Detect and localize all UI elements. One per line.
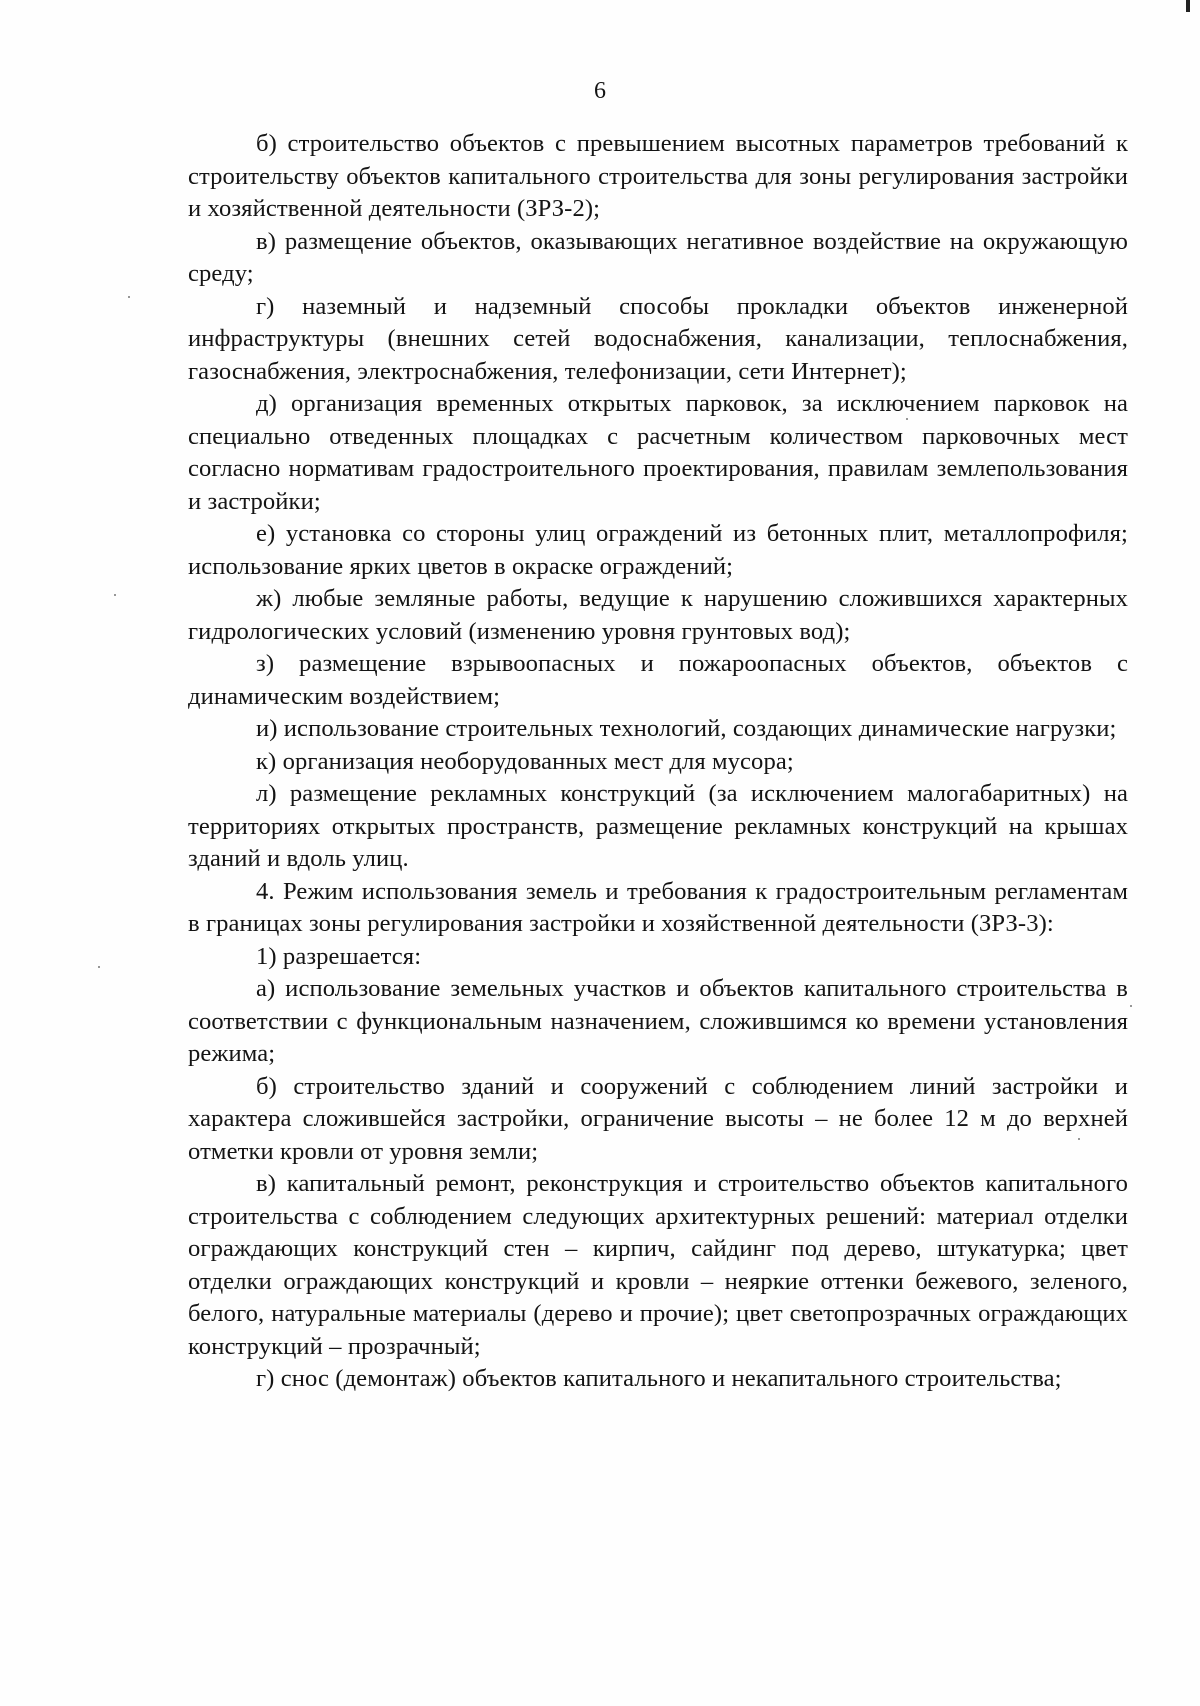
paragraph-i-dynamic-loads: и) использование строительных технологий, создающих динамические нагрузки; <box>256 715 1117 742</box>
paragraph-v-negative-impact: в) размещение объектов, оказывающих негативное воздействие на окружающую среду; <box>188 227 1128 287</box>
paragraph-d-parking: д) организация временных открытых парковок, за исключением парковок на специально отведенных площадках с расчетным количеством парковочных мест согласно нормативам градостроительного проектирования, правилам землепользования и застройки; <box>188 390 1128 515</box>
paragraph-a-land-use: а) использование земельных участков и объектов капитального строительства в соответствии с функциональным назначением, сложившимся ко времени установления режима; <box>188 975 1128 1067</box>
paragraph-z-hazardous-objects: з) размещение взрывоопасных и пожароопасных объектов, объектов с динамическим воздействием; <box>188 650 1128 710</box>
paragraph-g-demolition: г) снос (демонтаж) объектов капитального и некапитального строительства; <box>256 1365 1062 1392</box>
scan-edge-mark <box>1186 0 1190 12</box>
paragraph-1-permitted: 1) разрешается: <box>256 942 422 970</box>
paragraph-g-infrastructure: г) наземный и надземный способы прокладки объектов инженерной инфраструктуры (внешних сетей водоснабжения, канализации, теплоснабжения, газоснабжения, электроснабжения, телефонизации, сети Интернет); <box>188 292 1128 385</box>
scan-speck <box>114 594 116 596</box>
scan-speck <box>98 966 100 968</box>
paragraph-b-height-limits: б) строительство объектов с превышением высотных параметров требований к строительству объектов капитального строительства для зоны регулирования застройки и хозяйственной деятельности (ЗРЗ-2); <box>188 130 1128 222</box>
paragraph-zh-earthworks: ж) любые земляные работы, ведущие к нарушению сложившихся характерных гидрологических условий (изменению уровня грунтовых вод); <box>188 585 1128 645</box>
scan-speck <box>1130 1005 1132 1007</box>
paragraph-e-fences: е) установка со стороны улиц ограждений из бетонных плит, металлопрофиля; использование ярких цветов в окраске ограждений; <box>188 520 1128 580</box>
paragraph-k-waste-sites: к) организация необорудованных мест для мусора; <box>256 747 794 775</box>
paragraph-l-advertising: л) размещение рекламных конструкций (за исключением малогабаритных) на территориях открытых пространств, размещение рекламных конструкций на крышах зданий и вдоль улиц. <box>188 780 1128 872</box>
paragraph-4-zrz3-regime: 4. Режим использования земель и требования к градостроительным регламентам в границах зоны регулирования застройки и хозяйственной деятельности (ЗРЗ-3): <box>188 877 1128 937</box>
scan-speck <box>128 296 130 298</box>
paragraph-v-renovation: в) капитальный ремонт, реконструкция и строительство объектов капитального строительства с соблюдением следующих архитектурных решений: материал отделки ограждающих конструкций стен – кирпич, сайдинг под дерево, штукатурка; цвет отделки ограждающих конструкций и кровли – неяркие оттенки бежевого, зеленого, белого, натуральные материалы (дерево и прочие); цвет светопрозрачных ограждающих конструкций – прозрачный; <box>188 1170 1128 1360</box>
document-body <box>188 128 1128 1396</box>
page-number: 6 <box>594 78 606 104</box>
paragraph-b-construction: б) строительство зданий и сооружений с соблюдением линий застройки и характера сложившейся застройки, ограничение высоты – не более 12 м до верхней отметки кровли от уровня земли; <box>188 1072 1128 1165</box>
